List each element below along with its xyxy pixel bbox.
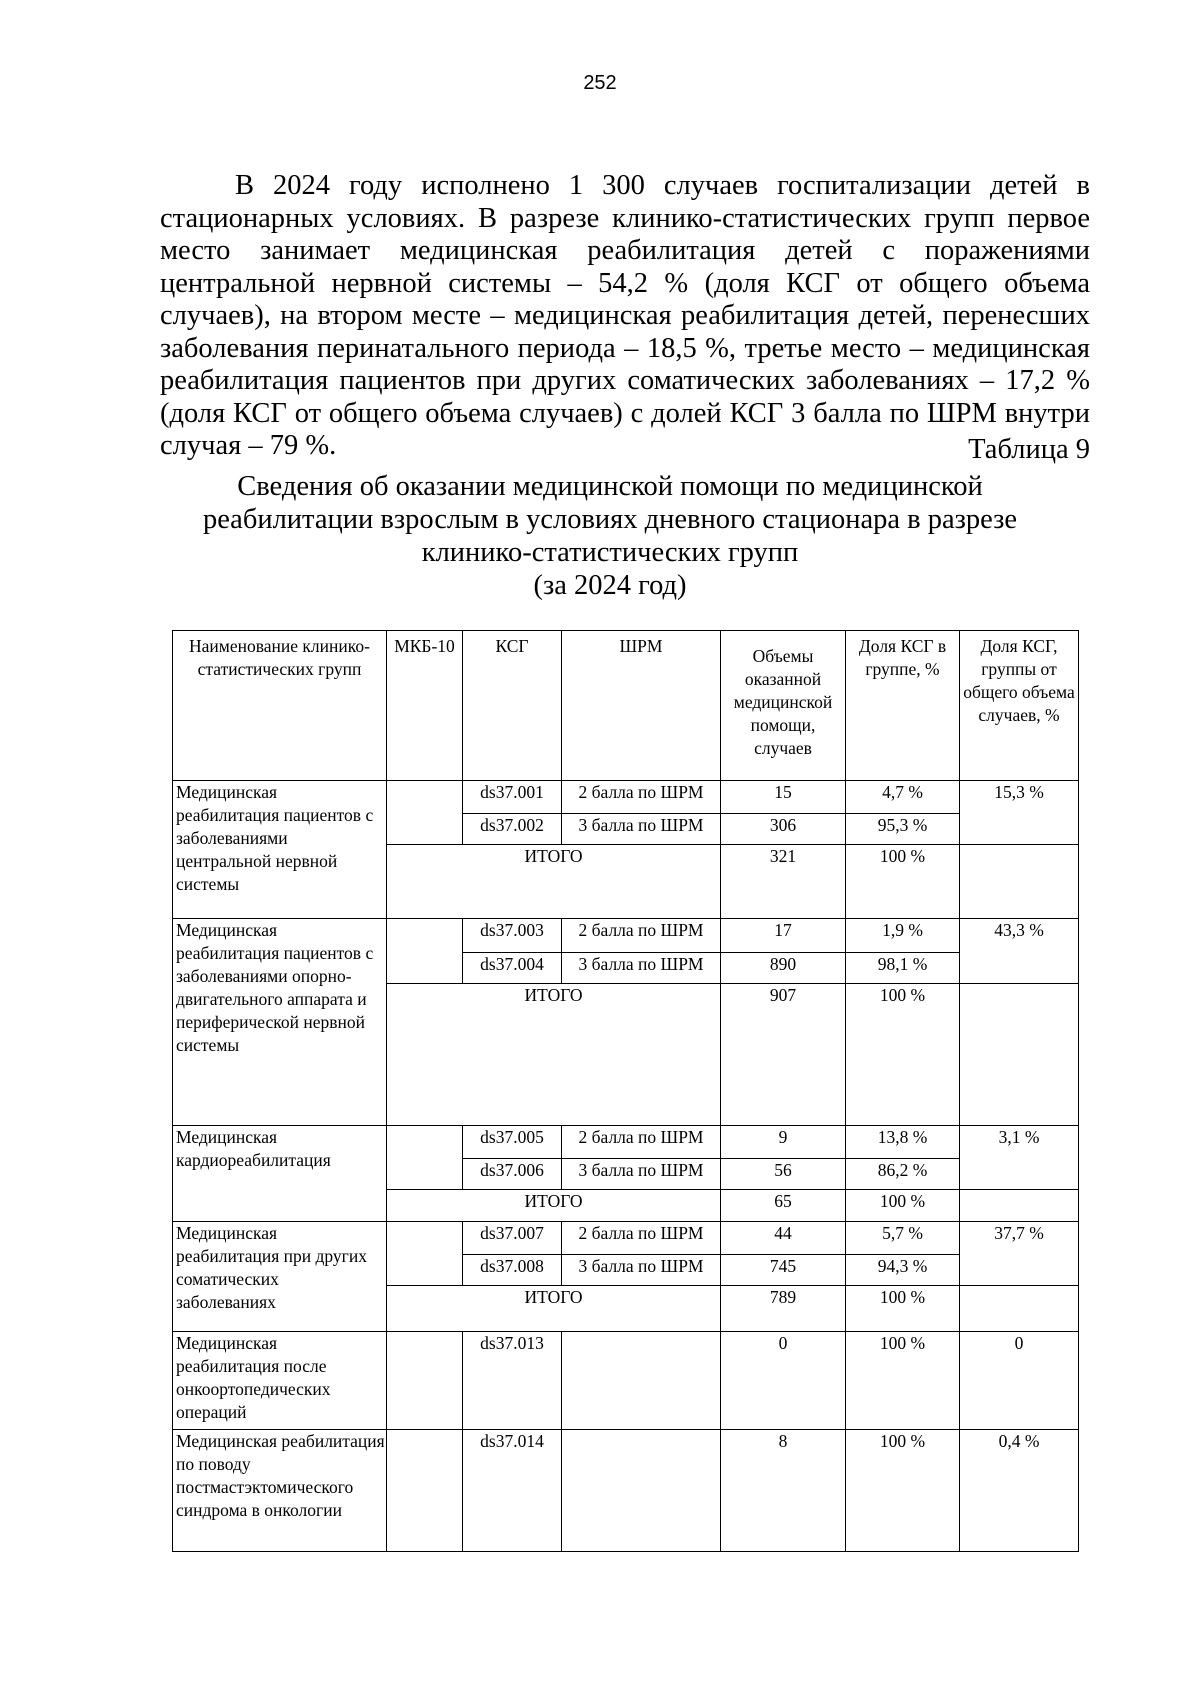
shrm-score (562, 1430, 721, 1552)
table-title-line: (за 2024 год) (533, 570, 687, 601)
volume-cell: 17 (721, 919, 846, 953)
volume-cell: 8 (721, 1430, 846, 1552)
table-row (173, 1430, 1079, 1552)
table-title-line: реабилитации взрослым в условиях дневного стационара в разрезе (202, 504, 1018, 535)
total-volume: 907 (721, 984, 846, 1126)
ksg-code: ds37.004 (463, 953, 562, 984)
mkb-cell (387, 1126, 463, 1190)
group-share-cell: 0,4 % (960, 1430, 1079, 1552)
group-share-cell: 37,7 % (960, 1222, 1079, 1286)
empty-cell (960, 1286, 1079, 1332)
total-volume: 321 (721, 845, 846, 919)
group-name: Медицинская кардиореабилитация (173, 1126, 387, 1222)
table-header-row (173, 631, 1079, 781)
volume-cell: 745 (721, 1255, 846, 1286)
table-row (173, 781, 1079, 814)
group-share-cell: 43,3 % (960, 919, 1079, 984)
group-share-cell: 15,3 % (960, 781, 1079, 845)
group-share-cell: 0 (960, 1332, 1079, 1430)
shrm-score: 3 балла по ШРМ (562, 953, 721, 984)
shrm-score: 2 балла по ШРМ (562, 919, 721, 953)
total-share: 100 % (846, 984, 960, 1126)
ksg-code: ds37.002 (463, 814, 562, 845)
empty-cell (960, 845, 1079, 919)
shrm-score: 2 балла по ШРМ (562, 1126, 721, 1159)
mkb-cell (387, 1332, 463, 1430)
empty-cell (960, 1190, 1079, 1222)
total-share: 100 % (846, 845, 960, 919)
total-label: ИТОГО (387, 845, 721, 919)
volume-cell: 9 (721, 1126, 846, 1159)
volume-cell: 0 (721, 1332, 846, 1430)
header-mkb: МКБ-10 (387, 631, 463, 781)
ksg-code: ds37.006 (463, 1159, 562, 1190)
page-number: 252 (583, 72, 617, 94)
table-row (173, 1222, 1079, 1255)
table-title (170, 470, 1050, 602)
header-name: Наименование клинико-статистических групп (173, 631, 387, 781)
shrm-score: 3 балла по ШРМ (562, 1159, 721, 1190)
header-share-group: Доля КСГ в группе, % (846, 631, 960, 781)
shrm-score: 2 балла по ШРМ (562, 1222, 721, 1255)
header-share-total: Доля КСГ, группы от общего объема случаев, % (960, 631, 1079, 781)
mkb-cell (387, 1430, 463, 1552)
table-row (173, 1126, 1079, 1159)
mkb-cell (387, 919, 463, 984)
share-cell: 13,8 % (846, 1126, 960, 1159)
total-share: 100 % (846, 1190, 960, 1222)
share-cell: 4,7 % (846, 781, 960, 814)
group-share-cell: 3,1 % (960, 1126, 1079, 1190)
share-cell: 95,3 % (846, 814, 960, 845)
group-name: Медицинская реабилитация пациентов с заболеваниями центральной нервной системы (173, 781, 387, 919)
volume-cell: 44 (721, 1222, 846, 1255)
total-share: 100 % (846, 1286, 960, 1332)
share-cell: 100 % (846, 1332, 960, 1430)
header-shrm: ШРМ (562, 631, 721, 781)
total-label: ИТОГО (387, 1286, 721, 1332)
mkb-cell (387, 781, 463, 845)
share-cell: 1,9 % (846, 919, 960, 953)
shrm-score: 3 балла по ШРМ (562, 1255, 721, 1286)
share-cell: 100 % (846, 1430, 960, 1552)
total-label: ИТОГО (387, 984, 721, 1126)
table-title-line: Сведения об оказании медицинской помощи по медицинской (237, 471, 983, 502)
table-label: Таблица 9 (968, 434, 1090, 465)
ksg-code: ds37.013 (463, 1332, 562, 1430)
total-label: ИТОГО (387, 1190, 721, 1222)
total-volume: 789 (721, 1286, 846, 1332)
group-name: Медицинская реабилитация после онкоортопедических операций (173, 1332, 387, 1430)
volume-cell: 56 (721, 1159, 846, 1190)
ksg-code: ds37.008 (463, 1255, 562, 1286)
table-title-line: клинико-статистических групп (421, 537, 799, 568)
ksg-code: ds37.007 (463, 1222, 562, 1255)
table-row (173, 919, 1079, 953)
share-cell: 94,3 % (846, 1255, 960, 1286)
ksg-code: ds37.001 (463, 781, 562, 814)
header-volume: Объемы оказанной медицинской помощи, случаев (721, 631, 846, 781)
share-cell: 86,2 % (846, 1159, 960, 1190)
group-name: Медицинская реабилитация при других соматических заболеваниях (173, 1222, 387, 1332)
table-row (173, 1332, 1079, 1430)
ksg-code: ds37.014 (463, 1430, 562, 1552)
group-name: Медицинская реабилитация пациентов с заболеваниями опорно-двигательного аппарата и периферической нервной системы (173, 919, 387, 1126)
share-cell: 98,1 % (846, 953, 960, 984)
ksg-table (172, 630, 1079, 1552)
ksg-code: ds37.005 (463, 1126, 562, 1159)
shrm-score (562, 1332, 721, 1430)
empty-cell (960, 984, 1079, 1126)
share-cell: 5,7 % (846, 1222, 960, 1255)
ksg-code: ds37.003 (463, 919, 562, 953)
group-name: Медицинская реабилитация по поводу постмастэктомического синдрома в онкологии (173, 1430, 387, 1552)
header-ksg: КСГ (463, 631, 562, 781)
shrm-score: 3 балла по ШРМ (562, 814, 721, 845)
shrm-score: 2 балла по ШРМ (562, 781, 721, 814)
volume-cell: 306 (721, 814, 846, 845)
mkb-cell (387, 1222, 463, 1286)
intro-paragraph: В 2024 году исполнено 1 300 случаев госпитализации детей в стационарных условиях. В разрезе клинико-статистических групп первое место занимает медицинская реабилитация детей с поражениями центральной нервной системы – 54,2 % (доля КСГ от общего объема случаев), на втором месте – медицинская реабилитация детей, перенесших заболевания перинатального периода – 18,5 %, третье место – медицинская реабилитация пациентов при других соматических заболеваниях – 17,2 % (доля КСГ от общего объема случаев) с долей КСГ 3 балла по ШРМ внутри случая – 79 %. (160, 170, 1090, 461)
volume-cell: 890 (721, 953, 846, 984)
total-volume: 65 (721, 1190, 846, 1222)
volume-cell: 15 (721, 781, 846, 814)
